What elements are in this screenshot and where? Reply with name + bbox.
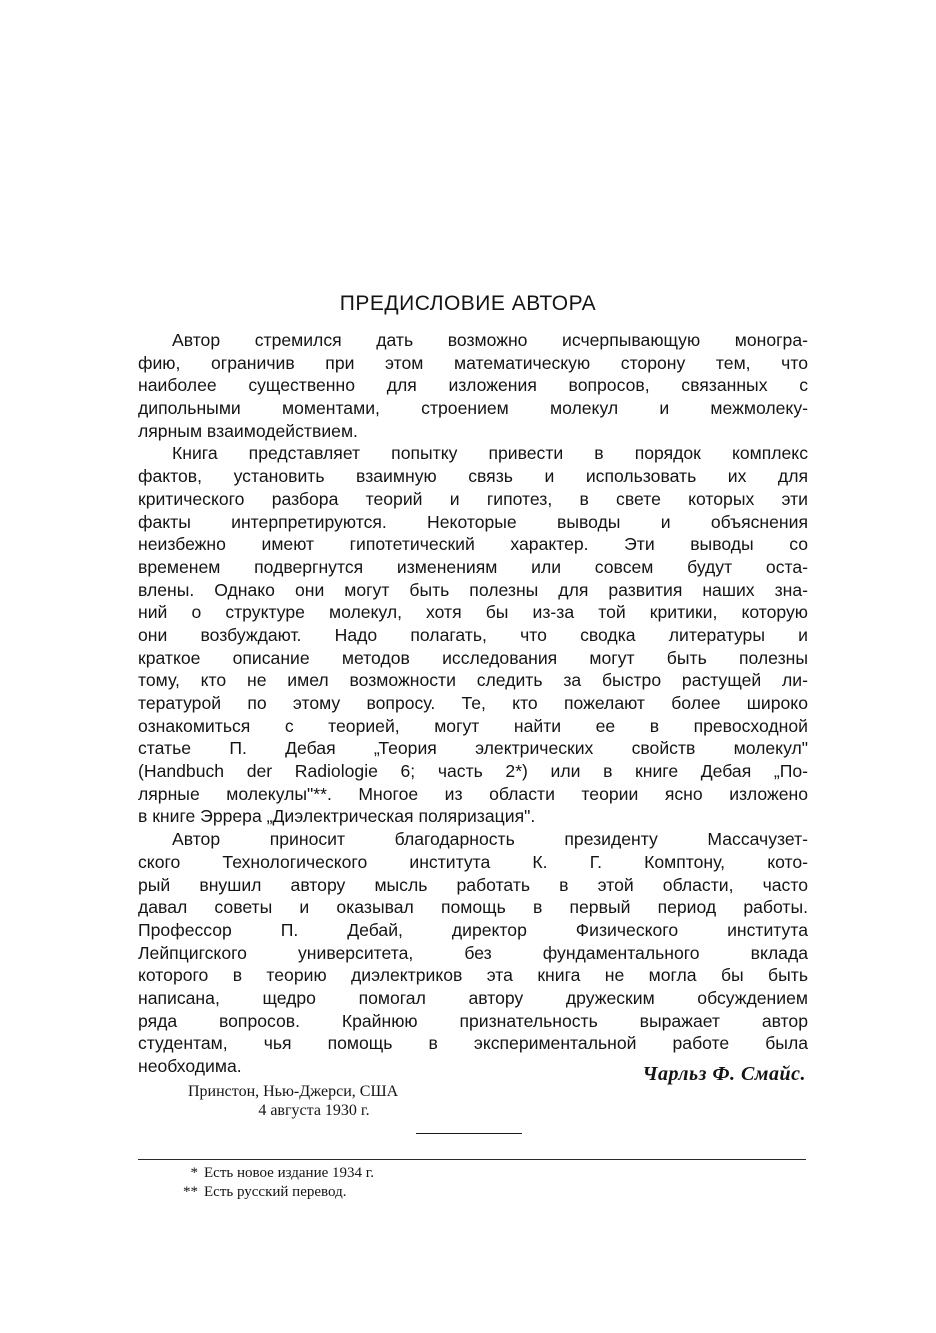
text-line: необходима. — [138, 1056, 242, 1076]
text-line: Лейпцигского университета, без фундаментального вклада — [138, 942, 808, 963]
text-line: ского Технологического института К. Г. Комптону, кото- — [138, 851, 808, 872]
footnote-text: Есть русский перевод. — [204, 1184, 347, 1200]
footnotes — [172, 1164, 374, 1202]
text-line: рый внушил автору мысль работать в этой области, часто — [138, 874, 808, 895]
preface-body — [138, 329, 808, 1078]
text-line: ний о структуре молекул, хотя бы из-за той критики, которую — [138, 602, 808, 623]
text-line: давал советы и оказывал помощь в первый период работы. — [138, 897, 808, 918]
text-line: статье П. Дебая „Теория электрических свойств молекул" — [138, 738, 808, 759]
text-line: в книге Эррера „Диэлектрическая поляризация". — [138, 806, 536, 827]
text-line: лярным взаимодействием. — [138, 420, 358, 441]
text-line: лярные молекулы"**. Многое из области теории ясно изложено — [138, 783, 808, 804]
text-line: критического разбора теорий и гипотез, в свете которых эти — [138, 488, 808, 509]
footnote-item — [172, 1183, 374, 1202]
text-line: тому, кто не имел возможности следить за быстро растущей ли- — [138, 670, 808, 691]
text-line: ряда вопросов. Крайнюю признательность выражает автор — [138, 1010, 808, 1031]
paragraph-1 — [138, 329, 808, 442]
section-divider — [416, 1133, 522, 1134]
footnote-item — [172, 1164, 374, 1183]
text-line: которого в теорию диэлектриков эта книга не могла бы быть — [138, 965, 808, 986]
place-and-date — [188, 1082, 450, 1120]
text-line: дипольными моментами, строением молекул и межмолеку- — [138, 398, 808, 419]
text-line: фактов, установить взаимную связь и использовать их для — [138, 466, 808, 487]
text-line: написана, щедро помогал автору дружеским обсуждением — [138, 987, 808, 1008]
text-line: влены. Однако они могут быть полезны для развития наших зна- — [138, 579, 808, 600]
text-line: Автор стремился дать возможно исчерпывающую моногра- — [172, 330, 808, 350]
footnote-rule — [138, 1159, 806, 1160]
place-line: Принстон, Нью-Джерси, США — [188, 1083, 399, 1100]
footnote-mark: ** — [183, 1184, 198, 1200]
footnote-mark: * — [190, 1165, 198, 1181]
text-line: Книга представляет попытку привести в порядок комплекс — [172, 443, 808, 464]
page-title: ПРЕДИСЛОВИЕ АВТОРА — [339, 292, 597, 315]
text-line: временем подвергнутся изменениям или совсем будут оста- — [138, 556, 808, 577]
text-line: Автор приносит благодарность президенту Массачузет- — [172, 829, 808, 850]
text-line: они возбуждают. Надо полагать, что сводка литературы и — [138, 624, 808, 645]
text-line: краткое описание методов исследования могут быть полезны — [138, 647, 808, 668]
text-line: неизбежно имеют гипотетический характер. Эти выводы со — [138, 534, 808, 555]
text-line: ознакомиться с теорией, могут найти ее в превосходной — [138, 715, 808, 736]
date-line: 4 августа 1930 г. — [258, 1102, 370, 1119]
footnote-text: Есть новое издание 1934 г. — [204, 1165, 374, 1181]
text-line: наиболее существенно для изложения вопросов, связанных с — [138, 375, 808, 396]
paragraph-2 — [138, 442, 808, 828]
text-line: (Handbuch der Radiologie 6; часть 2*) или в книге Дебая „По- — [138, 761, 808, 782]
text-line: фию, ограничив при этом математическую сторону тем, что — [138, 352, 808, 373]
text-line: Профессор П. Дебай, директор Физического института — [138, 919, 808, 940]
text-line: тературой по этому вопросу. Те, кто пожелают более широко — [138, 693, 808, 713]
text-line: студентам, чья помощь в экспериментальной работе была — [138, 1033, 808, 1054]
paragraph-3 — [138, 828, 808, 1078]
text-line: факты интерпретируются. Некоторые выводы и объяснения — [138, 511, 808, 532]
author-signature: Чарльз Ф. Смайс. — [642, 1063, 806, 1085]
